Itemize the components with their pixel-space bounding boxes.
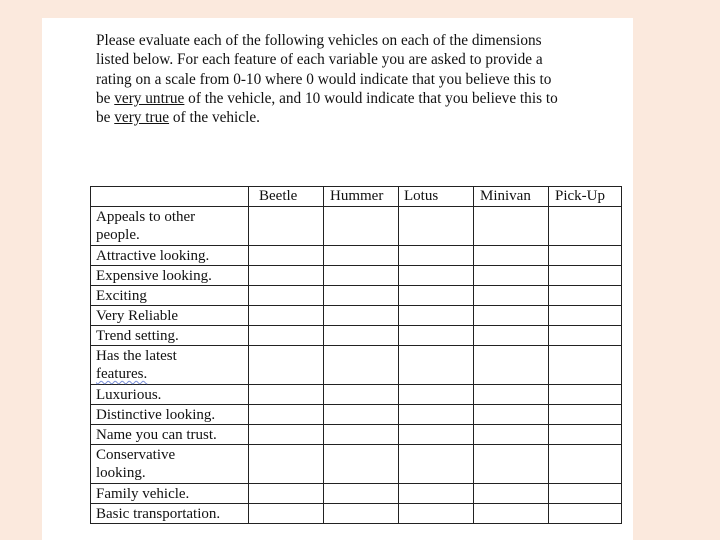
row-label: Expensive looking. bbox=[91, 266, 249, 286]
rating-cell[interactable] bbox=[399, 306, 474, 326]
rating-cell[interactable] bbox=[549, 385, 622, 405]
rating-cell[interactable] bbox=[549, 207, 622, 246]
table-row bbox=[91, 484, 622, 504]
table-row bbox=[91, 246, 622, 266]
column-header-minivan: Minivan bbox=[474, 187, 549, 207]
rating-cell[interactable] bbox=[249, 306, 324, 326]
rating-cell[interactable] bbox=[474, 385, 549, 405]
rating-cell[interactable] bbox=[474, 445, 549, 484]
table-row bbox=[91, 286, 622, 306]
rating-cell[interactable] bbox=[399, 425, 474, 445]
rating-cell[interactable] bbox=[474, 207, 549, 246]
rating-cell[interactable] bbox=[324, 405, 399, 425]
rating-cell[interactable] bbox=[324, 425, 399, 445]
row-label: Luxurious. bbox=[91, 385, 249, 405]
rating-cell[interactable] bbox=[474, 504, 549, 524]
rating-cell[interactable] bbox=[549, 484, 622, 504]
rating-cell[interactable] bbox=[399, 286, 474, 306]
rating-cell[interactable] bbox=[324, 445, 399, 484]
rating-cell[interactable] bbox=[324, 326, 399, 346]
rating-cell[interactable] bbox=[324, 385, 399, 405]
rating-cell[interactable] bbox=[549, 266, 622, 286]
table-row bbox=[91, 266, 622, 286]
rating-cell[interactable] bbox=[549, 425, 622, 445]
rating-cell[interactable] bbox=[474, 484, 549, 504]
instructions-line: Please evaluate each of the following vehicles on each of the dimensions bbox=[96, 32, 542, 49]
table-row bbox=[91, 445, 622, 484]
very-true-text: very true bbox=[114, 109, 170, 127]
rating-cell[interactable] bbox=[249, 346, 324, 385]
table-row bbox=[91, 326, 622, 346]
rating-cell[interactable] bbox=[249, 445, 324, 484]
rating-cell[interactable] bbox=[399, 385, 474, 405]
rating-cell[interactable] bbox=[549, 246, 622, 266]
table-row bbox=[91, 385, 622, 405]
row-label: Appeals to other people. bbox=[91, 207, 249, 246]
column-header-pickup: Pick-Up bbox=[549, 187, 622, 207]
instructions-line: be bbox=[96, 109, 115, 127]
very-untrue-text: very untrue bbox=[114, 89, 185, 107]
instructions-line: be bbox=[96, 89, 115, 107]
table-row bbox=[91, 306, 622, 326]
rating-cell[interactable] bbox=[549, 326, 622, 346]
table-row bbox=[91, 504, 622, 524]
rating-cell[interactable] bbox=[474, 405, 549, 425]
rating-cell[interactable] bbox=[549, 346, 622, 385]
instructions-line: of the vehicle, and 10 would indicate that you believe this to bbox=[184, 89, 558, 107]
rating-cell[interactable] bbox=[399, 246, 474, 266]
row-label: Very Reliable bbox=[91, 306, 249, 326]
row-label: Basic transportation. bbox=[91, 504, 249, 524]
row-label: Attractive looking. bbox=[91, 246, 249, 266]
rating-cell[interactable] bbox=[399, 405, 474, 425]
rating-cell[interactable] bbox=[324, 207, 399, 246]
rating-cell[interactable] bbox=[474, 246, 549, 266]
instructions-line: rating on a scale from 0-10 where 0 would indicate that you believe this to bbox=[96, 70, 552, 88]
row-label: Name you can trust. bbox=[91, 425, 249, 445]
row-label: Conservative looking. bbox=[91, 445, 249, 484]
rating-cell[interactable] bbox=[249, 425, 324, 445]
instructions-line: of the vehicle. bbox=[169, 109, 260, 127]
rating-cell[interactable] bbox=[249, 207, 324, 246]
row-label: Trend setting. bbox=[91, 326, 249, 346]
rating-cell[interactable] bbox=[249, 484, 324, 504]
column-header-lotus: Lotus bbox=[399, 187, 474, 207]
rating-cell[interactable] bbox=[549, 306, 622, 326]
rating-cell[interactable] bbox=[324, 306, 399, 326]
rating-cell[interactable] bbox=[249, 405, 324, 425]
rating-cell[interactable] bbox=[474, 346, 549, 385]
row-label: Family vehicle. bbox=[91, 484, 249, 504]
row-label: Has the latest features. bbox=[91, 346, 249, 385]
rating-cell[interactable] bbox=[324, 266, 399, 286]
rating-cell[interactable] bbox=[249, 326, 324, 346]
row-label: Distinctive looking. bbox=[91, 405, 249, 425]
header-empty-cell bbox=[91, 187, 249, 207]
rating-cell[interactable] bbox=[399, 504, 474, 524]
rating-cell[interactable] bbox=[474, 306, 549, 326]
rating-cell[interactable] bbox=[474, 266, 549, 286]
rating-cell[interactable] bbox=[549, 445, 622, 484]
rating-cell[interactable] bbox=[249, 246, 324, 266]
rating-cell[interactable] bbox=[549, 405, 622, 425]
rating-cell[interactable] bbox=[399, 484, 474, 504]
instructions-line: listed below. For each feature of each variable you are asked to provide a bbox=[96, 51, 543, 69]
rating-cell[interactable] bbox=[399, 266, 474, 286]
rating-cell[interactable] bbox=[399, 445, 474, 484]
rating-cell[interactable] bbox=[324, 346, 399, 385]
rating-cell[interactable] bbox=[399, 207, 474, 246]
rating-cell[interactable] bbox=[399, 346, 474, 385]
rating-cell[interactable] bbox=[549, 504, 622, 524]
rating-cell[interactable] bbox=[324, 484, 399, 504]
rating-cell[interactable] bbox=[474, 425, 549, 445]
rating-cell[interactable] bbox=[249, 286, 324, 306]
rating-cell[interactable] bbox=[399, 326, 474, 346]
table-header-row bbox=[91, 187, 622, 207]
rating-table bbox=[90, 186, 622, 524]
table-row bbox=[91, 425, 622, 445]
table-row bbox=[91, 207, 622, 246]
rating-cell[interactable] bbox=[474, 326, 549, 346]
instructions-paragraph bbox=[96, 31, 616, 127]
table-row bbox=[91, 346, 622, 385]
rating-cell[interactable] bbox=[324, 504, 399, 524]
rating-cell[interactable] bbox=[324, 246, 399, 266]
rating-cell[interactable] bbox=[249, 504, 324, 524]
rating-cell[interactable] bbox=[324, 286, 399, 306]
rating-cell[interactable] bbox=[549, 286, 622, 306]
row-label: Exciting bbox=[91, 286, 249, 306]
rating-cell[interactable] bbox=[249, 385, 324, 405]
rating-cell[interactable] bbox=[474, 286, 549, 306]
document-page bbox=[42, 18, 633, 540]
rating-cell[interactable] bbox=[249, 266, 324, 286]
column-header-hummer: Hummer bbox=[324, 187, 399, 207]
column-header-beetle: Beetle bbox=[249, 187, 324, 207]
table-row bbox=[91, 405, 622, 425]
